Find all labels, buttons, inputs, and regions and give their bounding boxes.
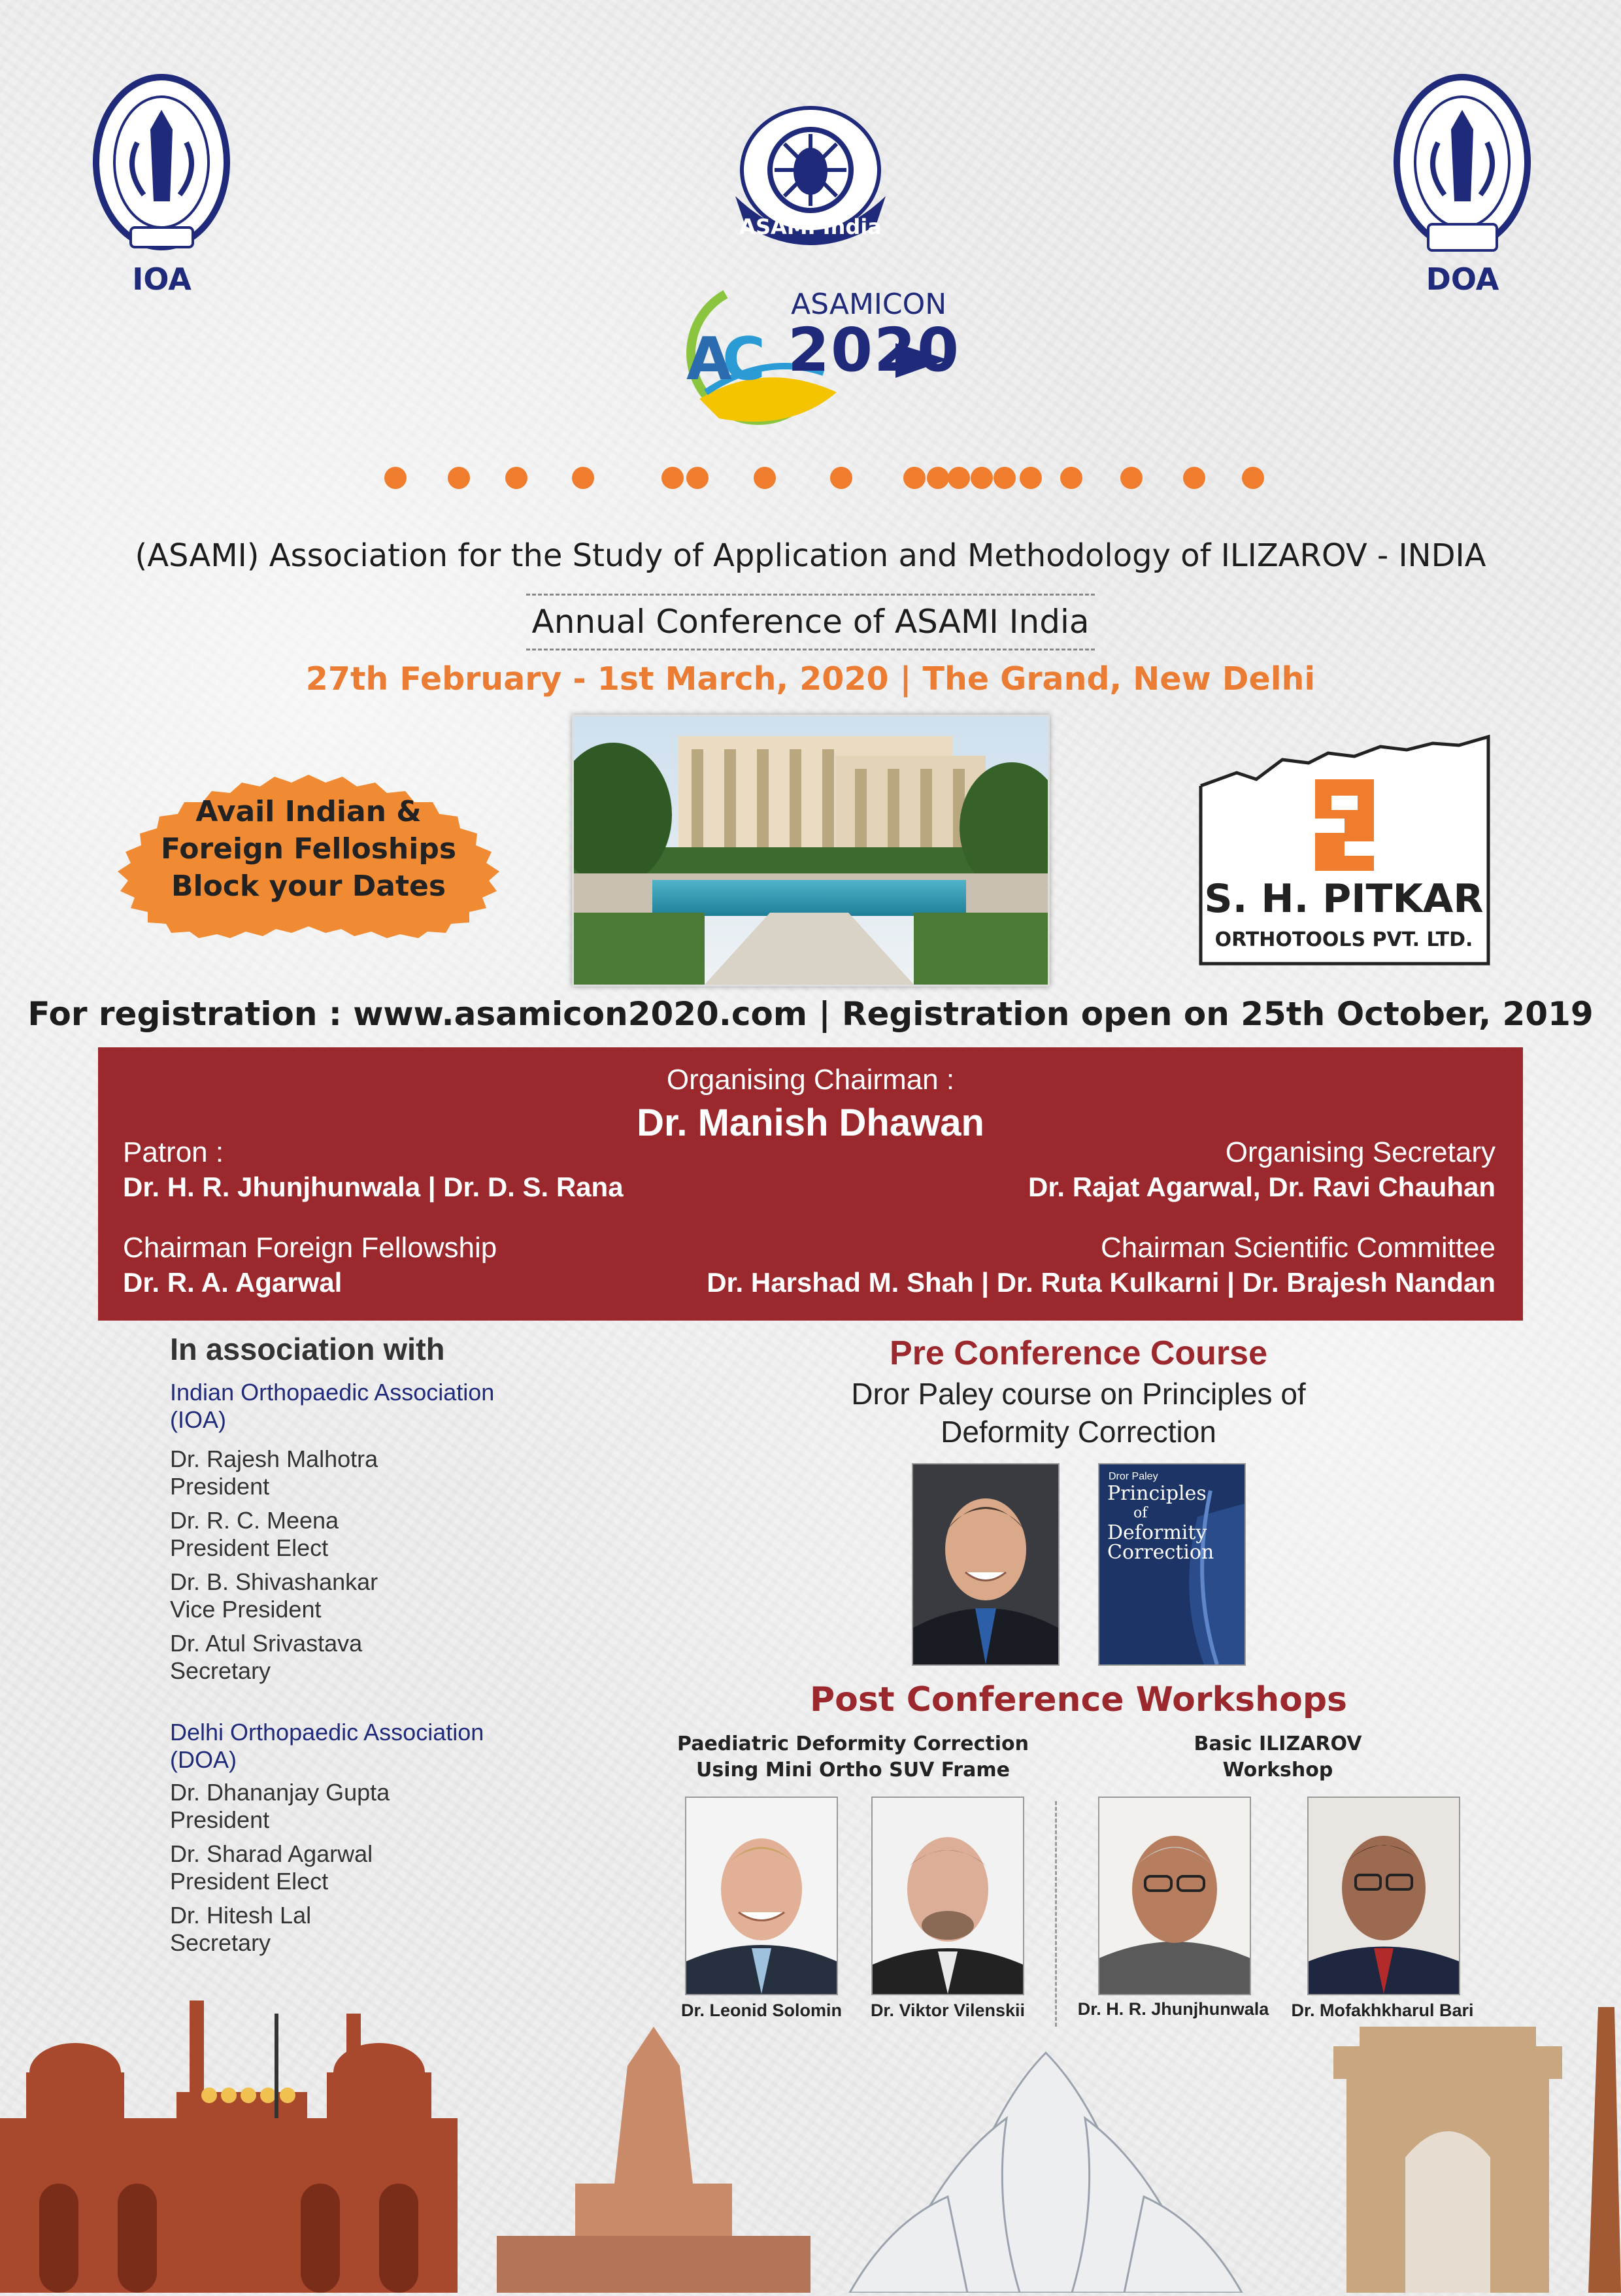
ioa-member xyxy=(170,1445,627,1500)
dot xyxy=(1242,467,1264,489)
asami-logo-text: ASAMI India xyxy=(739,214,882,239)
member-role: Vice President xyxy=(170,1596,322,1623)
member-name: Dr. Sharad Agarwal xyxy=(170,1840,373,1867)
venue-photo xyxy=(572,715,1050,987)
faculty-photo-1 xyxy=(685,1797,838,1995)
doa-member xyxy=(170,1902,627,1957)
faculty-caption-1: Dr. Leonid Solomin xyxy=(680,2001,842,2020)
secretary-names: Dr. Rajat Agarwal, Dr. Ravi Chauhan xyxy=(1028,1172,1496,1202)
workshop-2-title xyxy=(1141,1731,1415,1783)
doa-seal-icon xyxy=(1392,71,1533,260)
person-portrait-image xyxy=(686,1798,837,1994)
dot xyxy=(572,467,594,489)
fellowship-badge xyxy=(112,775,505,938)
post-conference-heading: Post Conference Workshops xyxy=(810,1680,1347,1719)
faculty-photo-3 xyxy=(1098,1797,1251,1995)
dot xyxy=(754,467,776,489)
chairman-label: Organising Chairman : xyxy=(666,1064,955,1096)
faculty-caption-3: Dr. H. R. Jhunjhunwala xyxy=(1077,1999,1269,2019)
ioa-seal-icon xyxy=(92,71,232,260)
dot xyxy=(384,467,407,489)
doa-member xyxy=(170,1840,627,1895)
person-portrait-image xyxy=(873,1798,1023,1994)
patron-names: Dr. H. R. Jhunjhunwala | Dr. D. S. Rana xyxy=(123,1172,624,1202)
asamicon-2020-logo xyxy=(660,281,967,431)
association-heading: In association with xyxy=(170,1332,445,1366)
doa-name: Delhi Orthopaedic Association xyxy=(170,1719,484,1746)
scientific-committee-names: Dr. Harshad M. Shah | Dr. Ruta Kulkarni | Dr. Brajesh Nandan xyxy=(707,1267,1496,1298)
member-role: President Elect xyxy=(170,1534,329,1561)
dot xyxy=(1060,467,1082,489)
member-name: Dr. R. C. Meena xyxy=(170,1507,339,1534)
patron-label: Patron : xyxy=(123,1136,224,1168)
hotel-pool-image xyxy=(574,717,1048,985)
dot xyxy=(448,467,470,489)
dot xyxy=(1020,467,1042,489)
faculty-photo-4 xyxy=(1307,1797,1460,1995)
svg-text:C: C xyxy=(722,325,766,394)
ioa-member xyxy=(170,1630,627,1685)
book-title-1: Principles xyxy=(1107,1482,1207,1505)
registration-line: For registration : www.asamicon2020.com | Registration open on 25th October, 2019 xyxy=(27,995,1594,1033)
delhi-monuments-skyline xyxy=(0,1987,1621,2293)
badge-line-2: Foreign Felloships xyxy=(160,832,457,866)
member-role: President xyxy=(170,1473,270,1500)
member-name: Dr. Atul Srivastava xyxy=(170,1630,363,1657)
member-name: Dr. B. Shivashankar xyxy=(170,1568,378,1595)
person-portrait-image xyxy=(913,1464,1058,1664)
book-title-3: Deformity xyxy=(1107,1521,1207,1544)
dot xyxy=(1183,467,1205,489)
workshop-1-line-1: Paediatric Deformity Correction xyxy=(677,1732,1029,1755)
dot xyxy=(927,467,949,489)
association-section xyxy=(170,1331,627,1957)
badge-line-1: Avail Indian & xyxy=(195,795,422,828)
book-title-2: of xyxy=(1133,1505,1148,1521)
dot xyxy=(686,467,709,489)
member-name: Dr. Dhananjay Gupta xyxy=(170,1779,390,1806)
member-name: Dr. Rajesh Malhotra xyxy=(170,1445,378,1472)
ioa-member xyxy=(170,1507,627,1562)
person-portrait-image xyxy=(1309,1798,1459,1994)
faculty-caption-4: Dr. Mofakhkharul Bari xyxy=(1291,2001,1474,2020)
dot xyxy=(971,467,993,489)
foreign-fellowship-label: Chairman Foreign Fellowship xyxy=(123,1232,497,1264)
book-cover xyxy=(1098,1463,1246,1666)
book-author: Dror Paley xyxy=(1109,1471,1158,1482)
doa-logo xyxy=(1392,71,1533,260)
member-role: Secretary xyxy=(170,1929,271,1956)
dates-venue: 27th February - 1st March, 2020 | The Grand, New Delhi xyxy=(305,660,1316,698)
conference-subtitle: Annual Conference of ASAMI India xyxy=(531,603,1090,641)
pre-conference-line-1: Dror Paley course on Principles of xyxy=(851,1377,1306,1411)
workshop-2-line-2: Workshop xyxy=(1222,1759,1333,1781)
scientific-committee-label: Chairman Scientific Committee xyxy=(1101,1232,1496,1264)
sponsor-logo xyxy=(1197,734,1490,966)
faculty-caption-2: Dr. Viktor Vilenskii xyxy=(870,2001,1026,2020)
book-title-4: Correction xyxy=(1107,1541,1214,1564)
ioa-member xyxy=(170,1568,627,1623)
committee-band xyxy=(98,1047,1523,1321)
pre-conference-heading: Pre Conference Course xyxy=(890,1334,1267,1372)
foreign-fellowship-name: Dr. R. A. Agarwal xyxy=(123,1267,343,1298)
pre-conference-line-2: Deformity Correction xyxy=(941,1415,1216,1449)
doa-abbr: (DOA) xyxy=(170,1746,237,1773)
workshop-1-line-2: Using Mini Ortho SUV Frame xyxy=(696,1759,1010,1781)
dot xyxy=(505,467,527,489)
divider xyxy=(526,594,1095,596)
dot xyxy=(830,467,852,489)
doa-label: DOA xyxy=(1426,262,1499,297)
workshop-1-title xyxy=(667,1731,1039,1783)
dot xyxy=(1120,467,1143,489)
sponsor-name: S. H. PITKAR xyxy=(1204,876,1484,922)
member-role: Secretary xyxy=(170,1657,271,1684)
asami-india-logo xyxy=(719,98,902,255)
association-line: (ASAMI) Association for the Study of Application and Methodology of ILIZAROV - INDIA xyxy=(135,537,1486,574)
ioa-logo xyxy=(92,71,232,260)
member-role: President xyxy=(170,1806,270,1833)
chairman-name: Dr. Manish Dhawan xyxy=(637,1102,984,1144)
ioa-label: IOA xyxy=(132,262,192,297)
asamicon-word: ASAMICON xyxy=(791,288,947,321)
doa-member xyxy=(170,1779,627,1834)
ioa-name: Indian Orthopaedic Association xyxy=(170,1379,495,1406)
monuments-illustration xyxy=(0,1987,1621,2293)
dot xyxy=(948,467,970,489)
member-name: Dr. Hitesh Lal xyxy=(170,1902,312,1929)
badge-line-3: Block your Dates xyxy=(171,869,446,903)
svg-text:A: A xyxy=(686,325,732,394)
workshop-2-line-1: Basic ILIZAROV xyxy=(1194,1732,1362,1755)
asamicon-year: 2020 xyxy=(788,315,961,385)
dot xyxy=(994,467,1016,489)
divider xyxy=(526,649,1095,650)
person-portrait-image xyxy=(1099,1798,1250,1994)
sponsor-sub: ORTHOTOOLS PVT. LTD. xyxy=(1214,928,1473,951)
secretary-label: Organising Secretary xyxy=(1225,1136,1496,1168)
member-role: President Elect xyxy=(170,1868,329,1895)
dot xyxy=(903,467,926,489)
ioa-abbr: (IOA) xyxy=(170,1406,226,1433)
dot xyxy=(661,467,684,489)
faculty-photo-2 xyxy=(871,1797,1024,1995)
dror-paley-photo xyxy=(912,1463,1060,1666)
